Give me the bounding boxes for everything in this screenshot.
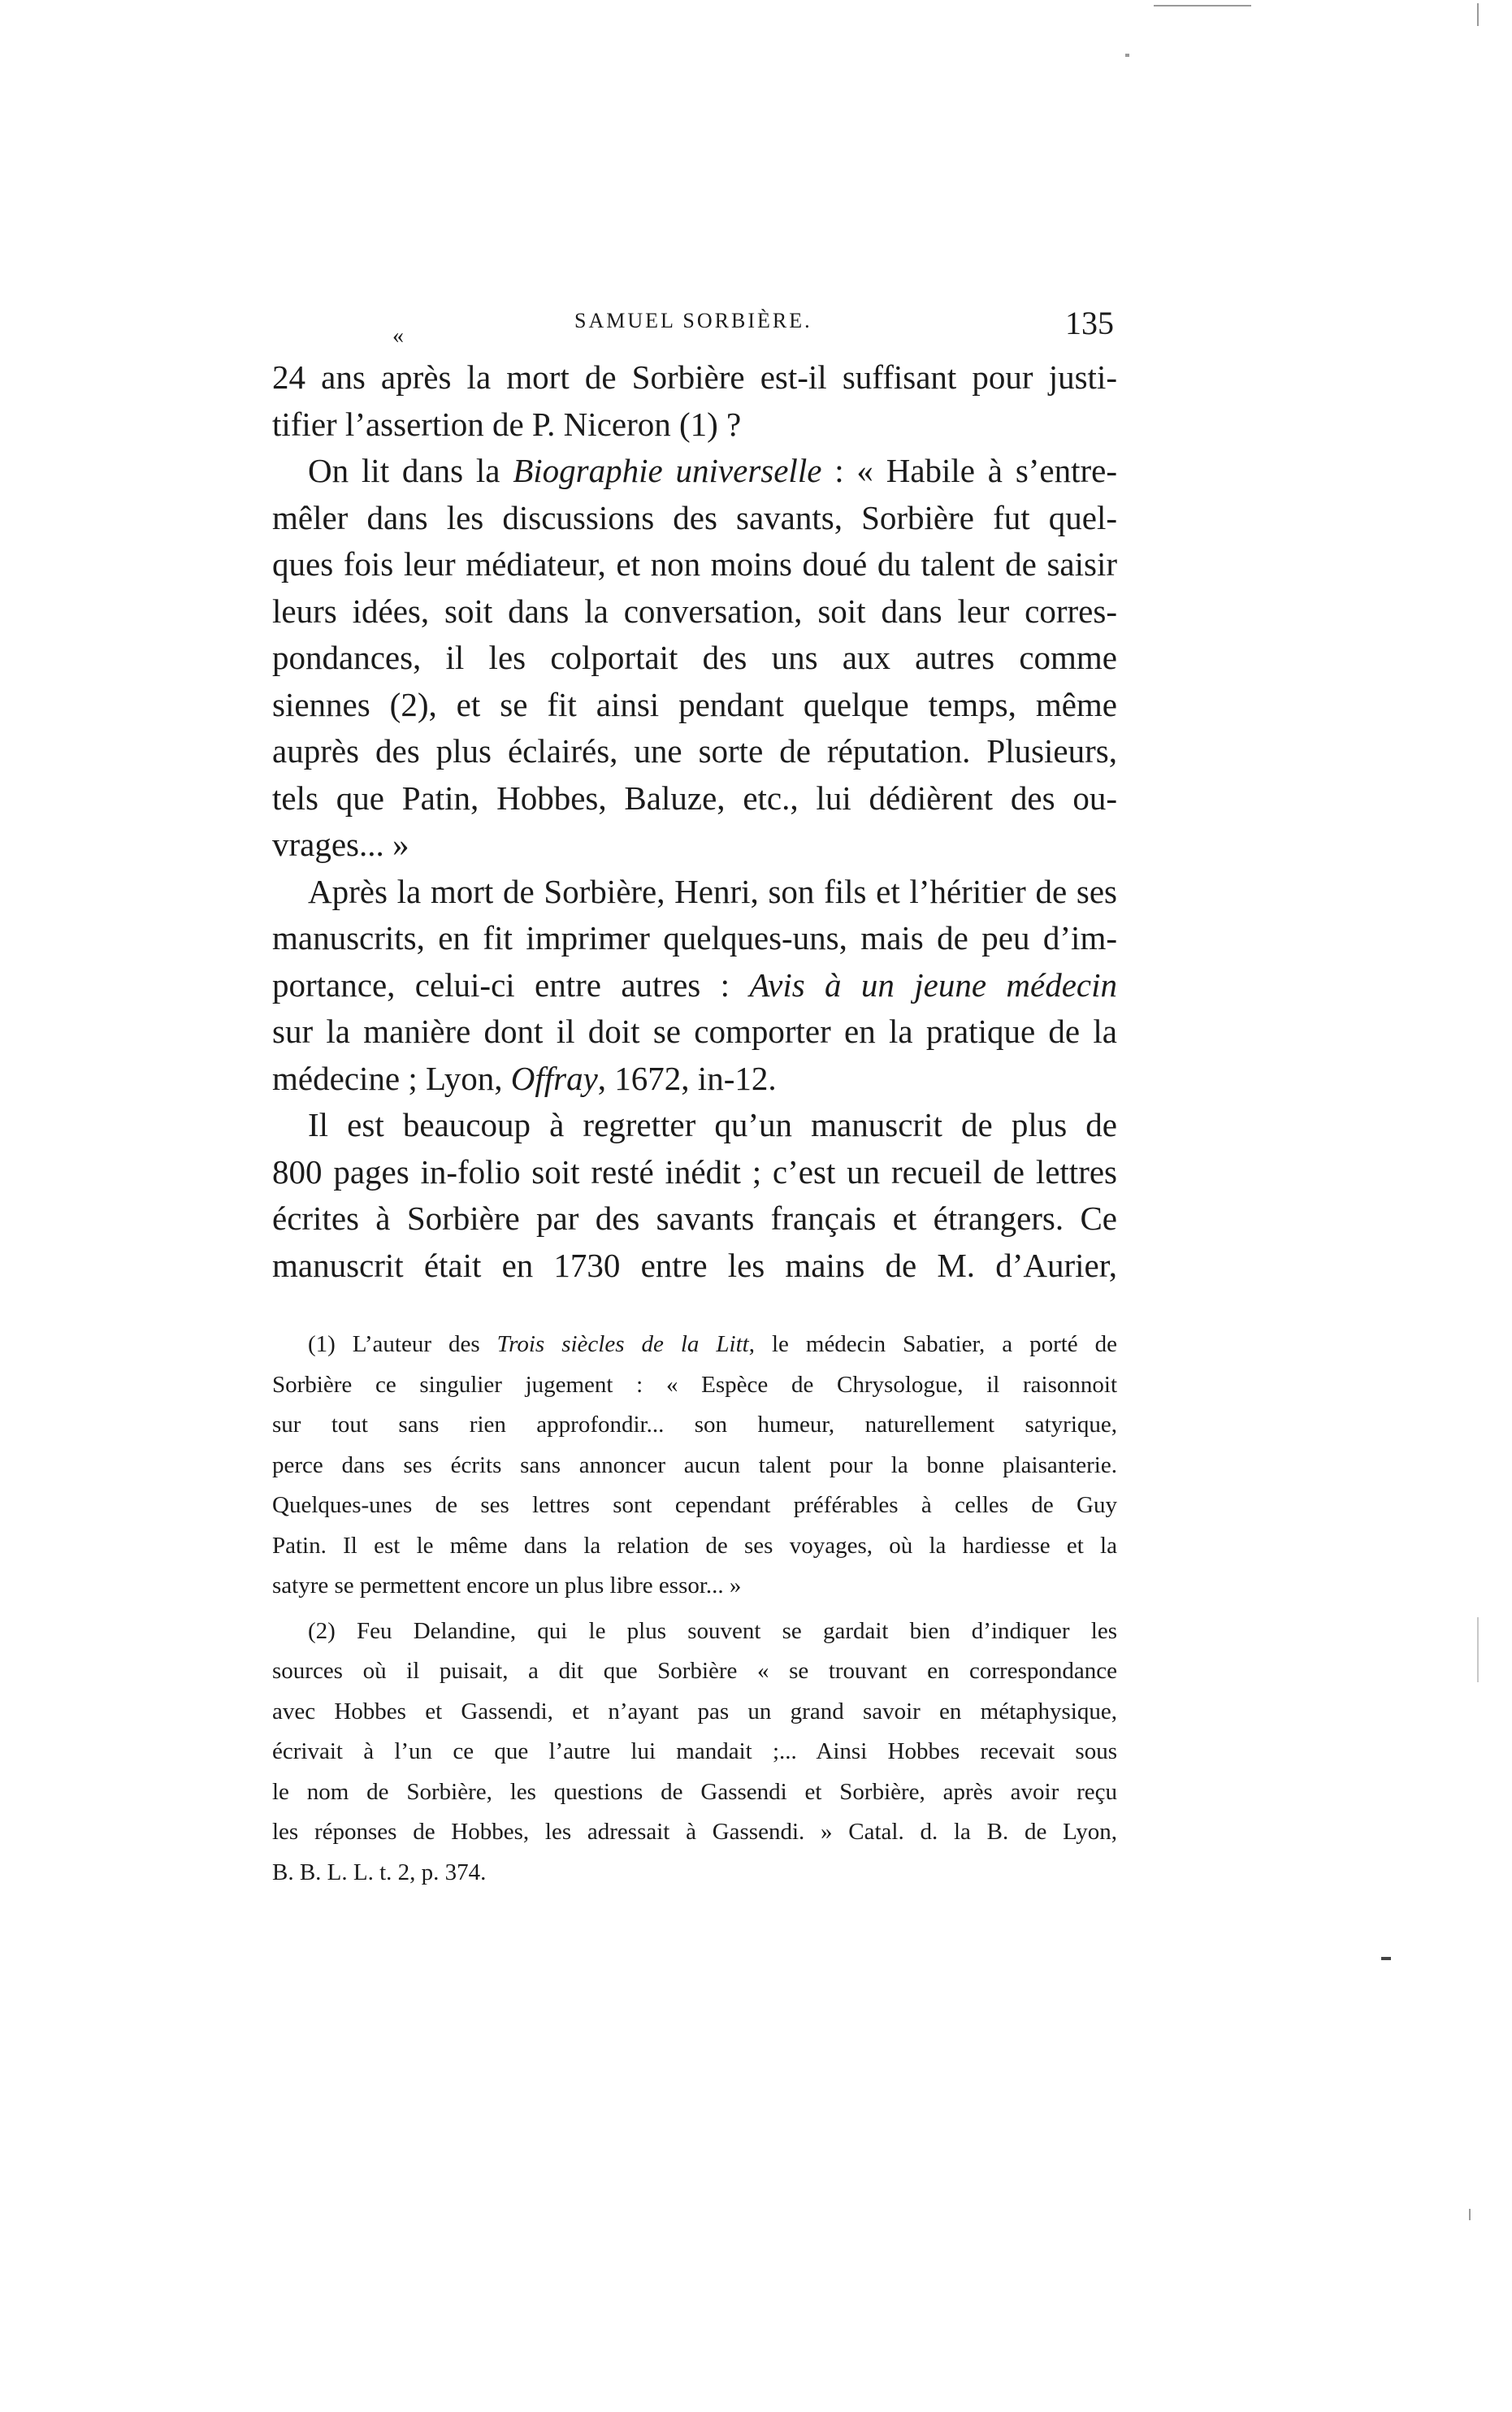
body-text [272, 354, 1117, 1289]
body-line: portance, celui-ci entre autres : Avis à un jeune médecin [272, 965, 1117, 1004]
footnote-2-line: B. B. L. L. t. 2, p. 374. [272, 1859, 487, 1885]
body-line: manuscrit était en 1730 entre les mains de M. d’Aurier, [272, 1246, 1117, 1284]
running-title: SAMUEL SORBIÈRE. [574, 309, 812, 332]
footnote-1-line: Sorbière ce singulier jugement : « Espèce de Chrysologue, il raisonnoit [272, 1371, 1117, 1398]
body-line: pondances, il les colportait des uns aux autres comme [272, 639, 1117, 676]
body-line: Il est beaucoup à regretter qu’un manuscrit de plus de [308, 1106, 1117, 1143]
footnote-2-line: (2) Feu Delandine, qui le plus souvent se gardait bien d’indiquer les [308, 1617, 1117, 1644]
body-line: Après la mort de Sorbière, Henri, son fils et l’héritier de ses [308, 872, 1117, 910]
scan-edge-tick [1477, 3, 1479, 26]
page-number: 135 [1065, 305, 1114, 341]
italic-title-biographie: Biographie universelle [513, 452, 822, 489]
italic-title-trois-siecles: Trois siècles de la Litt [496, 1331, 749, 1357]
body-line: 24 ans après la mort de Sorbière est-il suffisant pour justi- [272, 358, 1117, 396]
footnote-1-line: Quelques-unes de ses lettres sont cependant préférables à celles de Guy [272, 1492, 1117, 1518]
body-line: sur la manière dont il doit se comporter en la pratique de la [272, 1013, 1117, 1050]
running-head [272, 307, 1117, 348]
body-line: leurs idées, soit dans la conversation, soit dans leur corres- [272, 592, 1117, 630]
footnote-2-line: écrivait à l’un ce que l’autre lui mandait ;... Ainsi Hobbes recevait sous [272, 1738, 1117, 1764]
body-line: tifier l’assertion de P. Niceron (1) ? [272, 405, 742, 443]
footnote-2-line: avec Hobbes et Gassendi, et n’ayant pas un grand savoir en métaphysique, [272, 1698, 1117, 1724]
body-line: médecine ; Lyon, Offray, 1672, in-12. [272, 1059, 777, 1097]
body-line: écrites à Sorbière par des savants français et étrangers. Ce [272, 1199, 1117, 1237]
body-line: ques fois leur médiateur, et non moins doué du talent de saisir [272, 545, 1117, 583]
body-line: On lit dans la Biographie universelle : « Habile à s’entre- [308, 452, 1118, 489]
scan-speck [1381, 1957, 1391, 1960]
footnote-1-line: (1) L’auteur des Trois siècles de la Litt, le médecin Sabatier, a porté de [308, 1331, 1118, 1357]
footnote-2-line: les réponses de Hobbes, les adressait à Gassendi. » Catal. d. la B. de Lyon, [272, 1819, 1117, 1845]
scan-speck [1125, 54, 1129, 57]
scan-edge-line [1154, 5, 1251, 7]
body-line: auprès des plus éclairés, une sorte de réputation. Plusieurs, [272, 732, 1117, 770]
italic-publisher: Offray [510, 1059, 598, 1097]
body-line: mêler dans les discussions des savants, Sorbière fut quel- [272, 498, 1117, 536]
footnote-1-line: Patin. Il est le même dans la relation de ses voyages, où la hardiesse et la [272, 1532, 1117, 1559]
footnote-1-line: satyre se permettent encore un plus libre essor... » [272, 1573, 742, 1599]
header-marker: « [392, 323, 404, 349]
footnote-2-line: le nom de Sorbière, les questions de Gassendi et Sorbière, après avoir reçu [272, 1778, 1117, 1805]
body-line: tels que Patin, Hobbes, Baluze, etc., lui dédièrent des ou- [272, 779, 1117, 817]
footnote-1-line: sur tout sans rien approfondir... son humeur, naturellement satyrique, [272, 1412, 1117, 1438]
scan-margin-mark [1477, 1617, 1479, 1682]
footnotes [272, 1325, 1117, 1893]
scan-speck [1469, 2209, 1471, 2220]
body-line: siennes (2), et se fit ainsi pendant quelque temps, même [272, 685, 1117, 723]
body-line: 800 pages in-folio soit resté inédit ; c’est un recueil de lettres [272, 1152, 1117, 1191]
footnote-1-line: perce dans ses écrits sans annoncer aucun talent pour la bonne plaisanterie. [272, 1451, 1117, 1478]
body-line: manuscrits, en fit imprimer quelques-uns, mais de peu d’im- [272, 919, 1117, 957]
body-line: vrages... » [272, 826, 409, 863]
italic-title-avis: Avis à un jeune médecin [749, 965, 1117, 1004]
footnote-2-line: sources où il puisait, a dit que Sorbière « se trouvant en correspondance [272, 1658, 1117, 1684]
